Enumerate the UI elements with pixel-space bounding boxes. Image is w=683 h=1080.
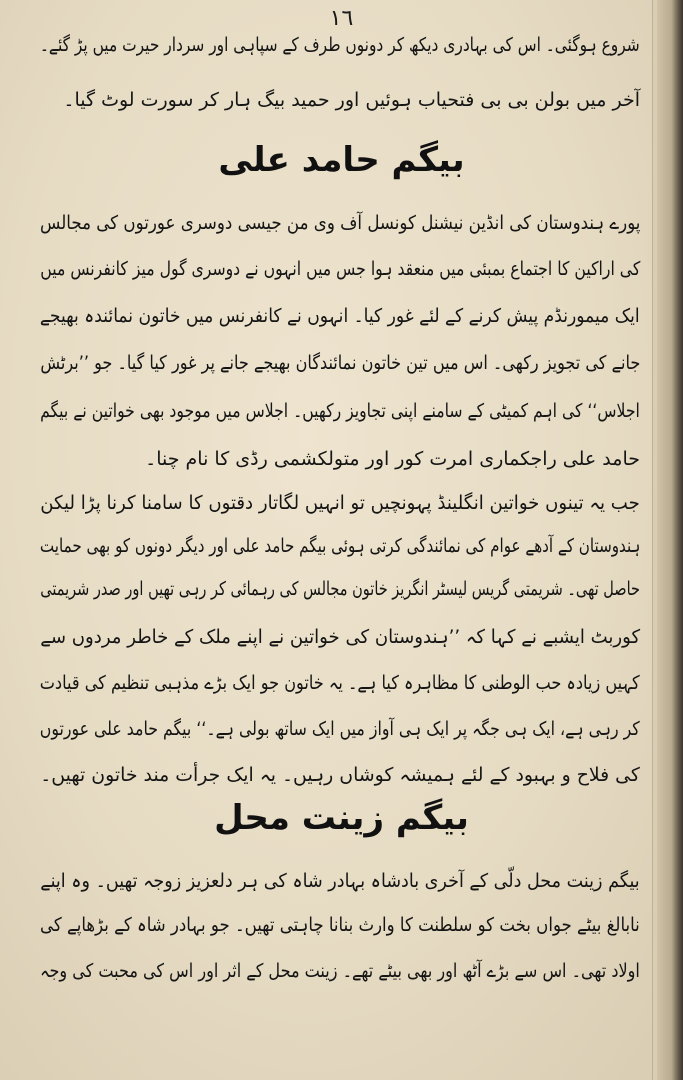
- text-line: کوربٹ ایشبے نے کہا کہ ’’ہندوستان کی خواتین نے اپنے ملک کے خاطر مردوں سے: [40, 626, 640, 648]
- text-line: اولاد تھی۔ اس سے بڑے آٹھ اور بھی بیٹے تھے۔ زینت محل کے اثر اور اس کی محبت کی وجہ: [40, 960, 640, 982]
- text-line: نابالغ بیٹے جواں بخت کو سلطنت کا وارث بنانا چاہتی تھیں۔ جو بہادر شاہ کے بڑھاپے کی: [40, 914, 640, 936]
- text-line: کہیں زیادہ حب الوطنی کا مظاہرہ کیا ہے۔ یہ خاتون جو ایک بڑے مذہبی تنظیم کی قیادت: [40, 672, 640, 694]
- text-line: ایک میمورنڈم پیش کرنے کے لئے غور کیا۔ انہوں نے کانفرنس میں خاتون نمائندہ بھیجے: [40, 305, 640, 327]
- text-line: آخر میں بولن بی بی فتحیاب ہوئیں اور حمید بیگ ہار کر سورت لوٹ گیا۔: [63, 89, 640, 111]
- section-heading-begum-hamid-ali: بیگم حامد علی: [218, 140, 465, 180]
- text-line: شروع ہوگئی۔ اس کی بہادری دیکھ کر دونوں طرف کے سپاہی اور سردار حیرت میں پڑ گئے۔: [40, 34, 640, 56]
- section-heading-begum-zeenat-mahal: بیگم زینت محل: [214, 798, 469, 838]
- text-line: ہندوستان کے آدھے عوام کی نمائندگی کرتی ہوئی بیگم حامد علی اور دیگر دونوں کو بھی حمایت: [39, 535, 640, 557]
- text-line: کر رہی ہے، ایک ہی جگہ پر ایک ہی آواز میں ایک ساتھ بولی ہے۔‘‘ بیگم حامد علی عورتوں: [39, 718, 640, 740]
- page-number: ١٦: [329, 6, 354, 31]
- text-line: کی اراکین کا اجتماع بمبئی میں منعقد ہوا جس میں انہوں نے دوسری گول میز کانفرنس میں: [39, 258, 640, 280]
- text-line: حاصل تھی۔ شریمتی گریس لیسٹر انگریز خاتون مجالس کی رہمائی کر رہی تھیں اور صدر شریمتی: [40, 578, 640, 600]
- text-line: حامد علی راجکماری امرت کور اور متولکشمی رڈی کا نام چنا۔: [145, 448, 640, 470]
- text-line: جانے کی تجویز رکھی۔ اس میں تین خاتون نمائندگان بھیجے جانے پر غور کیا گیا۔ جو ’’برٹش: [40, 352, 640, 374]
- text-line: پورے ہندوستان کی انڈین نیشنل کونسل آف وی من جیسی دوسری عورتوں کی مجالس: [39, 212, 640, 234]
- text-line: کی فلاح و بہبود کے لئے ہمیشہ کوشاں رہیں۔ یہ ایک جرأت مند خاتون تھیں۔: [40, 764, 640, 786]
- text-line: جب یہ تینوں خواتین انگلینڈ پہونچیں تو انہیں لگاتار دقتوں کا سامنا کرنا پڑا لیکن: [40, 492, 640, 514]
- text-line: بیگم زینت محل دلّی کے آخری بادشاہ بہادر شاہ کی ہر دلعزیز زوجہ تھیں۔ وہ اپنے: [40, 870, 640, 892]
- text-line: اجلاس‘‘ کی اہم کمیٹی کے سامنے اپنی تجاویز رکھیں۔ اجلاس میں موجود بھی خواتین نے بیگم: [40, 400, 640, 422]
